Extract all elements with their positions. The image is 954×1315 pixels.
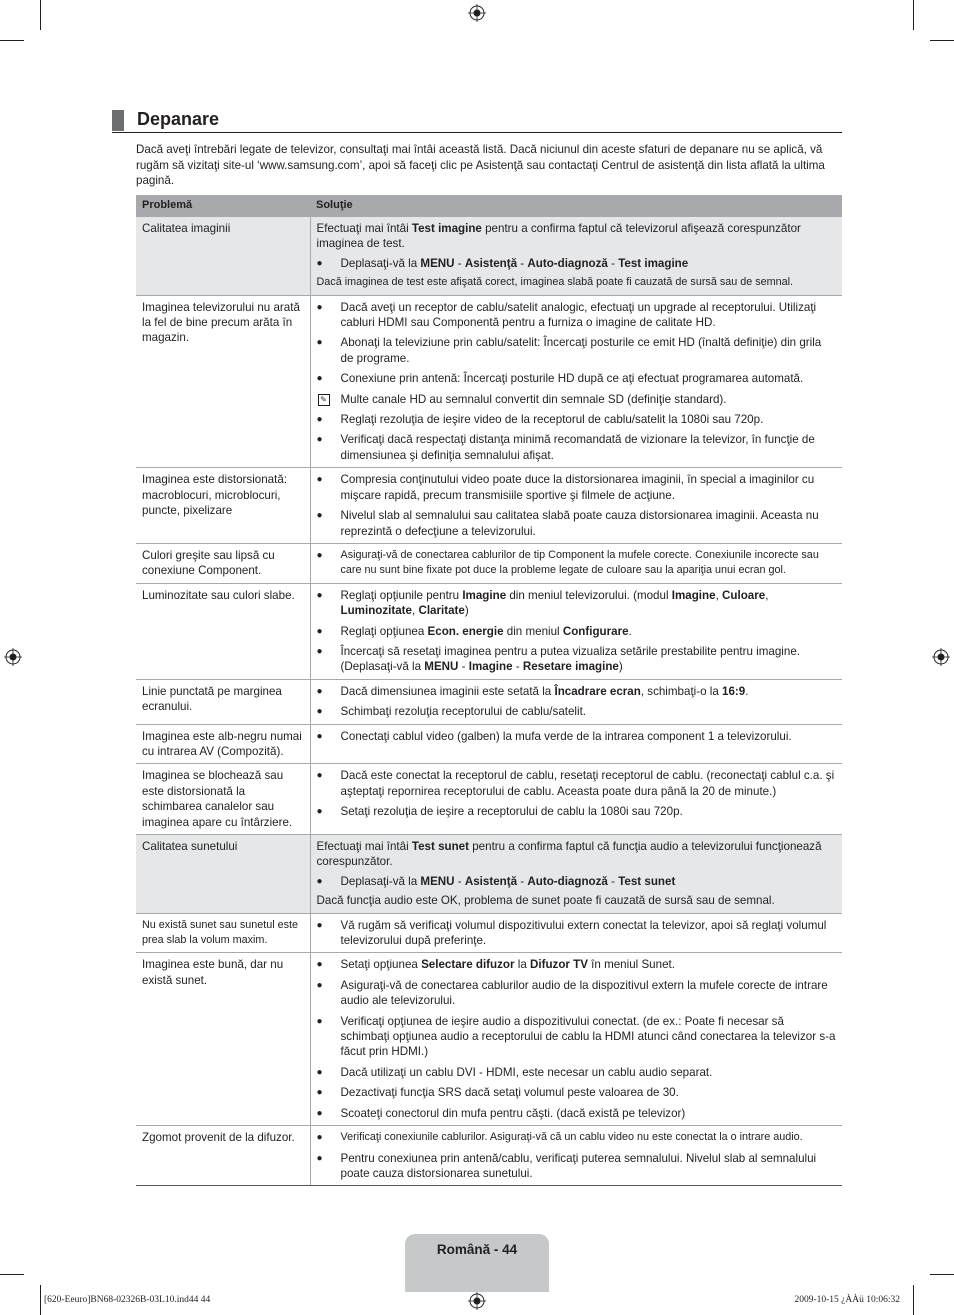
list-item: ● Încercaţi să resetaţi imaginea pentru a putea vizualiza setările prestabilite pentru imagine. (Deplasaţi-vă la MENU - Imagine - Resetare imagine) xyxy=(317,644,837,675)
list-item: ● Conexiune prin antenă: Încercaţi posturile HD după ce aţi efectuat programarea automată. xyxy=(317,371,837,386)
list-item: ● Reglaţi opţiunea Econ. energie din meniul Configurare. xyxy=(317,624,837,639)
problem-cell: Zgomot provenit de la difuzor. xyxy=(136,1126,310,1186)
solution-list xyxy=(317,874,837,889)
table-row xyxy=(136,913,842,953)
list-item: ● Nivelul slab al semnalului sau calitatea slabă poate cauza distorsionarea imaginii. Aceasta nu reprezintă o defecţiune a televizorului. xyxy=(317,508,837,539)
list-item: ● Vă rugăm să verificaţi volumul dispozitivului extern conectat la televizor, apoi să reglaţi volumul televizorului după preferinţe. xyxy=(317,918,837,949)
registration-target-icon xyxy=(932,648,950,666)
solution-cell xyxy=(310,724,842,764)
list-item: ● Dacă este conectat la receptorul de cablu, resetaţi receptorul de cablu. (reconectaţi cablul c.a. şi aşteptaţi repornirea receptorului de cablu. Aceasta poate dura până la 20 de minute.) xyxy=(317,768,837,799)
solution-cell xyxy=(310,1126,842,1186)
table-row xyxy=(136,953,842,1126)
solution-cell xyxy=(310,468,842,544)
table-row xyxy=(136,543,842,583)
problem-cell: Calitatea sunetului xyxy=(136,835,310,914)
list-item: ● Reglaţi rezoluţia de ieşire video de la receptorul de cablu/satelit la 1080i sau 720p. xyxy=(317,412,837,427)
registration-target-icon xyxy=(468,4,486,22)
table-row xyxy=(136,583,842,679)
crop-mark xyxy=(913,0,914,30)
list-item: ● Compresia conţinutului video poate duce la distorsionarea imaginii, în special a imaginilor cu mişcare rapidă, precum transmisiile sportive şi filmele de acţiune. xyxy=(317,472,837,503)
list-item: ● Verificaţi dacă respectaţi distanţa minimă recomandată de vizionare la televizor, în funcţie de dimensiunea şi definiţia semnalului afişat. xyxy=(317,432,837,463)
list-item: ● Deplasaţi-vă la MENU - Asistenţă - Auto-diagnoză - Test sunet xyxy=(317,874,837,889)
table-row xyxy=(136,679,842,724)
page-number: Română - 44 xyxy=(436,1242,518,1257)
section-header xyxy=(112,108,842,133)
solution-cell xyxy=(310,543,842,583)
solution-list xyxy=(317,957,837,1121)
solution-cell xyxy=(310,953,842,1126)
list-item: ● Dacă dimensiunea imaginii este setată la Încadrare ecran, schimbaţi-o la 16:9. xyxy=(317,684,837,699)
note-item: ✎ Multe canale HD au semnalul convertit din semnale SD (definiţie standard). xyxy=(317,392,837,407)
solution-list xyxy=(317,1130,837,1181)
list-item: ● Schimbaţi rezoluţia receptorului de cablu/satelit. xyxy=(317,704,837,719)
problem-cell: Imaginea se blochează sau este distorsionată la schimbarea canalelor sau imaginea apare cu întârziere. xyxy=(136,764,310,835)
list-item: ● Reglaţi opţiunile pentru Imagine din meniul televizorului. (modul Imagine, Culoare, Luminozitate, Claritate) xyxy=(317,588,837,619)
section-title: Depanare xyxy=(137,109,220,129)
crop-mark xyxy=(0,40,24,41)
solution-text: Dacă funcţia audio este OK, problema de sunet poate fi cauzată de sursă sau de semnal. xyxy=(316,894,775,908)
problem-cell: Culori greşite sau lipsă cu conexiune Component. xyxy=(136,543,310,583)
solution-list xyxy=(317,300,837,464)
solution-cell xyxy=(310,583,842,679)
solution-list xyxy=(317,256,837,271)
solution-list xyxy=(317,768,837,819)
registration-target-icon xyxy=(468,1292,486,1310)
solution-text: Dacă imaginea de test este afişată corect, imaginea slabă poate fi cauzată de sursă sau de semnal. xyxy=(316,276,794,289)
table-row xyxy=(136,835,842,914)
solution-cell xyxy=(310,295,842,468)
table-row xyxy=(136,295,842,468)
problem-cell: Imaginea este alb-negru numai cu intrarea AV (Compozită). xyxy=(136,724,310,764)
print-slug-right: 2009-10-15 ¿ÀÀü 10:06:32 xyxy=(794,1295,900,1305)
list-item: ● Verificaţi opţiunea de ieşire audio a dispozitivului conectat. (de ex.: Poate fi necesar să schimbaţi opţiunea audio a receptorului de cablu la HDMI atunci când conectarea la televizor s-a făcut prin HDMI.) xyxy=(317,1014,837,1060)
solution-cell xyxy=(310,835,842,914)
crop-mark xyxy=(40,1285,41,1315)
list-item: ● Pentru conexiunea prin antenă/cablu, verificaţi puterea semnalului. Nivelul slab al semnalului poate cauza distorsionarea sunetului. xyxy=(317,1151,837,1182)
solution-cell xyxy=(310,679,842,724)
table-row xyxy=(136,217,842,296)
list-item: ● Setaţi opţiunea Selectare difuzor la Difuzor TV în meniul Sunet. xyxy=(317,957,837,972)
solution-cell xyxy=(310,913,842,953)
list-item: ● Conectaţi cablul video (galben) la mufa verde de la intrarea component 1 a televizorului. xyxy=(317,729,837,744)
table-row xyxy=(136,468,842,544)
crop-mark xyxy=(930,1274,954,1275)
list-item: ● Dacă aveţi un receptor de cablu/satelit analogic, efectuaţi un upgrade al receptorului. Utilizaţi cabluri HDMI sau Componentă pentru a furniza o imagine de calitate HD. xyxy=(317,300,837,331)
print-slug-left: [620-Eeuro]BN68-02326B-03L10.ind44 44 xyxy=(44,1295,211,1305)
intro-paragraph: Dacă aveţi întrebări legate de televizor, consultaţi mai întâi această listă. Dacă niciunul din aceste sfaturi de depanare nu se aplică, vă rugăm să vizitaţi site-ul ‘www.samsung.com’, apoi să faceţi clic pe Asistenţă sau contactaţi Centrul de asistenţă din lista aflată la ultima pagină. xyxy=(136,143,825,187)
problem-cell: Imaginea televizorului nu arată la fel de bine precum arăta în magazin. xyxy=(136,295,310,468)
problem-cell: Calitatea imaginii xyxy=(136,217,310,296)
solution-list xyxy=(317,918,837,949)
list-item: ● Dacă utilizaţi un cablu DVI - HDMI, este necesar un cablu audio separat. xyxy=(317,1065,837,1080)
list-item: ● Setaţi rezoluţia de ieşire a receptorului de cablu la 1080i sau 720p. xyxy=(317,804,837,819)
section-marker-bar xyxy=(112,110,124,131)
table-header-row xyxy=(136,195,842,217)
solution-cell xyxy=(310,764,842,835)
list-item: ● Asiguraţi-vă de conectarea cablurilor audio de la dispozitivul extern la mufele corecte de intrare audio ale televizorului. xyxy=(317,978,837,1009)
solution-list xyxy=(317,684,837,720)
table-row xyxy=(136,1126,842,1186)
list-item: ● Abonaţi la televiziune prin cablu/satelit: Încercaţi posturile ce emit HD (înaltă definiţie) din grila de programe. xyxy=(317,335,837,366)
note-pencil-icon: ✎ xyxy=(318,394,330,406)
problem-cell: Linie punctată pe marginea ecranului. xyxy=(136,679,310,724)
crop-mark xyxy=(0,1274,24,1275)
problem-cell: Imaginea este bună, dar nu există sunet. xyxy=(136,953,310,1126)
problem-cell: Nu există sunet sau sunetul este prea slab la volum maxim. xyxy=(136,913,310,953)
solution-list xyxy=(317,729,837,744)
solution-list xyxy=(317,548,837,579)
table-row xyxy=(136,724,842,764)
list-item: ● Dezactivaţi funcţia SRS dacă setaţi volumul peste valoarea de 30. xyxy=(317,1085,837,1100)
troubleshooting-table xyxy=(136,195,842,1186)
list-item: ● Asiguraţi-vă de conectarea cablurilor de tip Component la mufele corecte. Conexiunile incorecte sau care nu sunt bine fixate pot duce la probleme legate de culoare sau la apariţia unui ecran gol. xyxy=(317,548,837,579)
table-row xyxy=(136,764,842,835)
problem-cell: Luminozitate sau culori slabe. xyxy=(136,583,310,679)
page-number-tab xyxy=(405,1234,549,1292)
list-item: ● Deplasaţi-vă la MENU - Asistenţă - Auto-diagnoză - Test imagine xyxy=(317,256,837,271)
crop-mark xyxy=(40,0,41,30)
column-header-solution: Soluţie xyxy=(310,195,842,217)
solution-text: Efectuaţi mai întâi Test sunet pentru a confirma faptul că funcţia audio a televizorului funcţionează corespunzător. xyxy=(316,840,822,869)
column-header-problem: Problemă xyxy=(136,195,310,217)
solution-list xyxy=(317,472,837,539)
solution-list xyxy=(317,588,837,675)
list-item: ● Verificaţi conexiunile cablurilor. Asiguraţi-vă că un cablu video nu este conectat la o intrare audio. xyxy=(317,1130,837,1145)
list-item: ● Scoateţi conectorul din mufa pentru căşti. (dacă există pe televizor) xyxy=(317,1106,837,1121)
crop-mark xyxy=(930,40,954,41)
problem-cell: Imaginea este distorsionată: macroblocuri, microblocuri, puncte, pixelizare xyxy=(136,468,310,544)
solution-cell xyxy=(310,217,842,296)
crop-mark xyxy=(913,1285,914,1315)
registration-target-icon xyxy=(4,648,22,666)
solution-text: Efectuaţi mai întâi Test imagine pentru a confirma faptul că televizorul afişează corespunzător imaginea de test. xyxy=(316,222,801,251)
